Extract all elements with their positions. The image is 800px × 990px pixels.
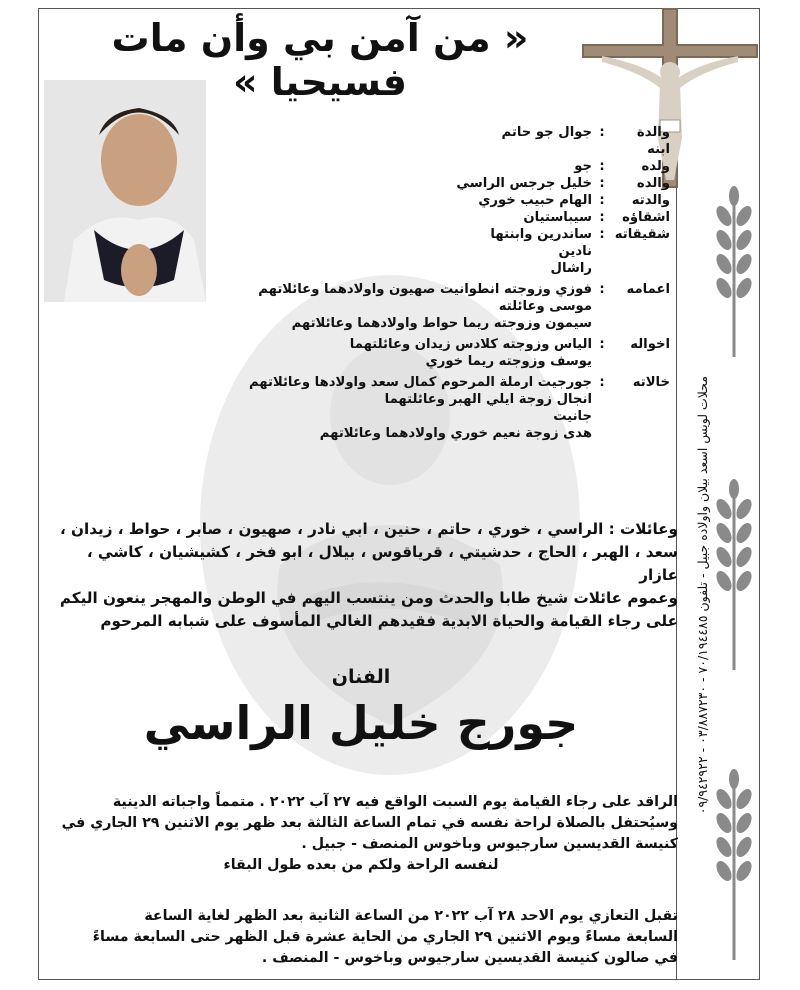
relation-label	[612, 298, 670, 315]
families-line: وعائلات : الراسي ، خوري ، حاتم ، حنين ، ابي نادر ، صهيون ، صابر ، حواط ، زيدان ،	[60, 520, 678, 538]
relation-label	[612, 408, 670, 425]
relative-row	[170, 226, 670, 243]
relative-names: موسى وعائلته	[498, 299, 592, 314]
relative-row	[170, 158, 670, 175]
colon: :	[599, 227, 605, 242]
condolences-line: في صالون كنيسة القديسين سارجيوس وباخوس - المنصف .	[261, 950, 678, 966]
relation-label	[612, 391, 670, 408]
relative-names: جو	[574, 159, 592, 174]
relative-names: يوسف وزوجته ريما خوري	[425, 354, 592, 369]
families-line: على رجاء القيامة والحياة الابدية فقيدهم الغالي المأسوف على شبابه المرحوم	[100, 612, 678, 630]
relative-row	[170, 315, 670, 332]
colon	[592, 408, 612, 425]
relation-label: شقيقاته	[614, 227, 670, 242]
details-line: الراقد على رجاء القيامة يوم السبت الواقع فيه ٢٧ آب ٢٠٢٢ . متمماً واجباته الدينية	[112, 794, 678, 810]
relative-names: الهام حبيب خوري	[478, 193, 592, 208]
colon: :	[599, 282, 605, 297]
relative-names: ساندرين وابنتها	[490, 227, 592, 242]
colon	[592, 243, 612, 260]
relative-names: جوال جو حاتم	[501, 125, 592, 140]
condolences-line: تقبل التعازي يوم الاحد ٢٨ آب ٢٠٢٢ من الساعة الثانية بعد الظهر لغاية الساعة	[144, 908, 678, 924]
relative-names: الياس وزوجته كلادس زيدان وعائلتهما	[349, 337, 592, 352]
relation-label	[612, 425, 670, 442]
relative-names: نادين	[558, 244, 592, 259]
relative-names: راشال	[550, 261, 592, 276]
relative-row	[170, 209, 670, 226]
relative-names: جورجيت ارملة المرحوم كمال سعد واولادها وعائلاتهم	[248, 375, 592, 390]
relative-row	[170, 124, 670, 158]
colon: :	[599, 193, 605, 208]
relation-label: والدته	[631, 193, 670, 208]
relative-row	[170, 336, 670, 353]
colon: :	[599, 176, 605, 191]
relation-label	[612, 315, 670, 332]
relative-row	[170, 408, 670, 425]
colon	[592, 391, 612, 408]
relative-names: هدى زوجة نعيم خوري واولادهما وعائلاتهم	[319, 426, 592, 441]
condolences-line: السابعة مساءً ويوم الاثنين ٢٩ الجاري من الحاية عشرة قبل الظهر حتى السابعة مساءً	[92, 929, 678, 945]
relation-label: خالاته	[632, 375, 670, 390]
families-line: وعموم عائلات شيخ طابا والحدث ومن ينتسب اليهم في الوطن والمهجر ينعون اليكم	[59, 589, 678, 607]
relative-row	[170, 175, 670, 192]
colon: :	[599, 210, 605, 225]
funeral-home-contact-text: محلات لويس اسعد بيلان واولاده جبيل - تلفون ٧٠/١٩٤٤٨٥ - ٠٣/٨٨٧٢٣٠ - ٠٩/٩٤٢٩٢٢	[694, 375, 710, 815]
deceased-title: الفنان	[331, 666, 391, 688]
relative-names: انجال زوجة ايلي الهبر وعائلتهما	[384, 392, 592, 407]
deceased-name: جورج خليل الراسي	[143, 696, 579, 750]
funeral-home-contact	[680, 250, 724, 940]
relation-label: والده	[636, 176, 670, 191]
condolences-paragraph	[44, 906, 678, 969]
relative-row	[170, 374, 670, 391]
relation-label: اعمامه	[626, 282, 670, 297]
relatives-list	[170, 124, 670, 442]
colon	[592, 315, 612, 332]
families-line: سعد ، الهبر ، الحاج ، حدشيتي ، قرياقوس ، بيلال ، ابو فخر ، كشيشيان ، كاشي ، عازار	[86, 543, 678, 584]
relative-row	[170, 281, 670, 298]
relative-names: جانيت	[553, 409, 592, 424]
colon	[592, 260, 612, 277]
prayer-line: لنفسه الراحة ولكم من بعده طول البقاء	[223, 857, 499, 873]
relation-label	[612, 353, 670, 370]
colon: :	[599, 125, 605, 140]
relative-names: خليل جرجس الراسي	[456, 176, 592, 191]
colon	[592, 298, 612, 315]
relative-names: فوزي وزوجته انطوانيت صهيون واولادهما وعائلاتهم	[258, 282, 592, 297]
relative-row	[170, 243, 670, 260]
funeral-details	[44, 792, 678, 876]
colon: :	[599, 375, 605, 390]
details-line: وسيُحتفل بالصلاة لراحة نفسه في تمام الساعة الثالثة بعد ظهر يوم الاثنين ٢٩ الجاري في	[61, 815, 678, 831]
colon: :	[599, 337, 605, 352]
relative-row	[170, 298, 670, 315]
colon: :	[599, 159, 605, 174]
relation-label: اخواله	[630, 337, 670, 352]
relative-row	[170, 260, 670, 277]
families-paragraph	[44, 518, 678, 633]
relative-names: سيمون وزوجته ريما حواط واولادهما وعائلاتهم	[291, 316, 592, 331]
relation-label	[612, 260, 670, 277]
relation-label: ولده	[641, 159, 670, 174]
colon	[592, 425, 612, 442]
colon	[592, 353, 612, 370]
relation-label	[612, 243, 670, 260]
relative-row	[170, 192, 670, 209]
relation-label: والدة ابنه	[636, 125, 670, 157]
headline-verse: « من آمن بي وأن مات فسيحيا »	[111, 16, 529, 104]
relative-names: سيباستيان	[523, 210, 592, 225]
details-line: كنيسة القديسين سارجيوس وباخوس المنصف - جبيل .	[301, 836, 678, 852]
relative-row	[170, 353, 670, 370]
relative-row	[170, 391, 670, 408]
relative-row	[170, 425, 670, 442]
relation-label: اشقاؤه	[622, 210, 670, 225]
